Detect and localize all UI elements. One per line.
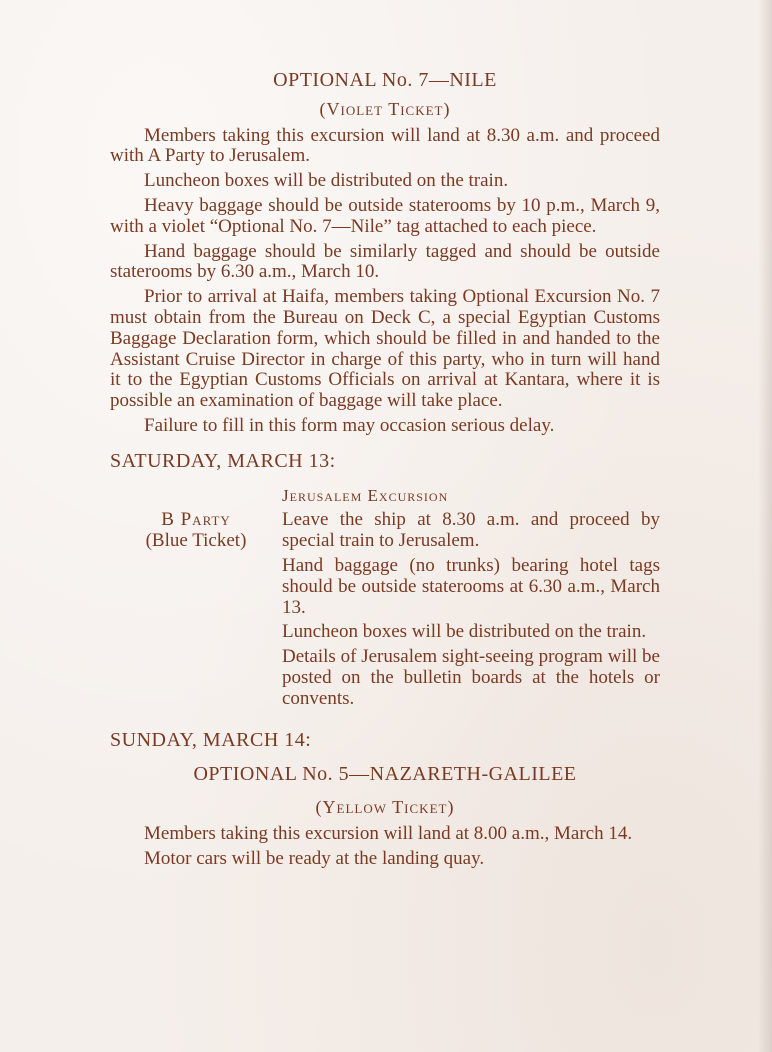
page-content — [110, 70, 660, 874]
sunday-heading: SUNDAY, MARCH 14: — [110, 728, 312, 751]
paragraph-motor-cars: Motor cars will be ready at the landing quay. — [144, 847, 485, 869]
b-party-label — [110, 510, 282, 713]
blue-ticket-label: (Blue Ticket) — [145, 530, 247, 552]
optional-7-title: OPTIONAL No. 7—NILE — [273, 69, 497, 91]
page-edge-shadow — [758, 0, 772, 1052]
paragraph-hand-baggage: Hand baggage should be similarly tagged and should be outside staterooms by 6.30 a.m., March 10. — [110, 240, 660, 283]
paragraph-landing-march-14: Members taking this excursion will land at 8.00 a.m., March 14. — [144, 822, 633, 844]
saturday-heading: SATURDAY, MARCH 13: — [110, 449, 336, 472]
b-party-instructions — [282, 510, 660, 713]
paragraph-leave-ship: Leave the ship at 8.30 a.m. and proceed by special train to Jerusalem. — [282, 509, 660, 552]
paragraph-customs-form: Prior to arrival at Haifa, members taking Optional Excursion No. 7 must obtain from the Bureau on Deck C, a special Egyptian Customs Baggage Declaration form, which should be filled in and handed to the Assistant Cruise Director in charge of this party, who in turn will hand it to the Egyptian Customs Officials on arrival at Kantara, where it is possible an examination of baggage will take place. — [110, 286, 660, 412]
paragraph-luncheon-train: Luncheon boxes will be distributed on the train. — [282, 621, 647, 643]
yellow-ticket-subtitle: (Yellow Ticket) — [315, 797, 455, 818]
b-party-name: B Party — [161, 509, 231, 531]
paragraph-sight-seeing: Details of Jerusalem sight-seeing program will be posted on the bulletin boards at the hotels or convents. — [282, 646, 660, 709]
jerusalem-excursion-heading: Jerusalem Excursion — [282, 485, 449, 505]
b-party-block — [110, 510, 660, 713]
paragraph-heavy-baggage: Heavy baggage should be outside staterooms by 10 p.m., March 9, with a violet “Optional No. 7—Nile” tag attached to each piece. — [110, 194, 660, 237]
paragraph-luncheon: Luncheon boxes will be distributed on the train. — [144, 170, 509, 192]
paragraph-failure-warning: Failure to fill in this form may occasion serious delay. — [144, 414, 555, 436]
violet-ticket-subtitle: (Violet Ticket) — [319, 98, 451, 119]
paragraph-landing: Members taking this excursion will land at 8.30 a.m. and proceed with A Party to Jerusalem. — [110, 124, 660, 167]
paragraph-hand-baggage-hotel: Hand baggage (no trunks) bearing hotel tags should be outside staterooms at 6.30 a.m., March 13. — [282, 554, 660, 618]
optional-5-title: OPTIONAL No. 5—NAZARETH-GALILEE — [193, 763, 577, 786]
